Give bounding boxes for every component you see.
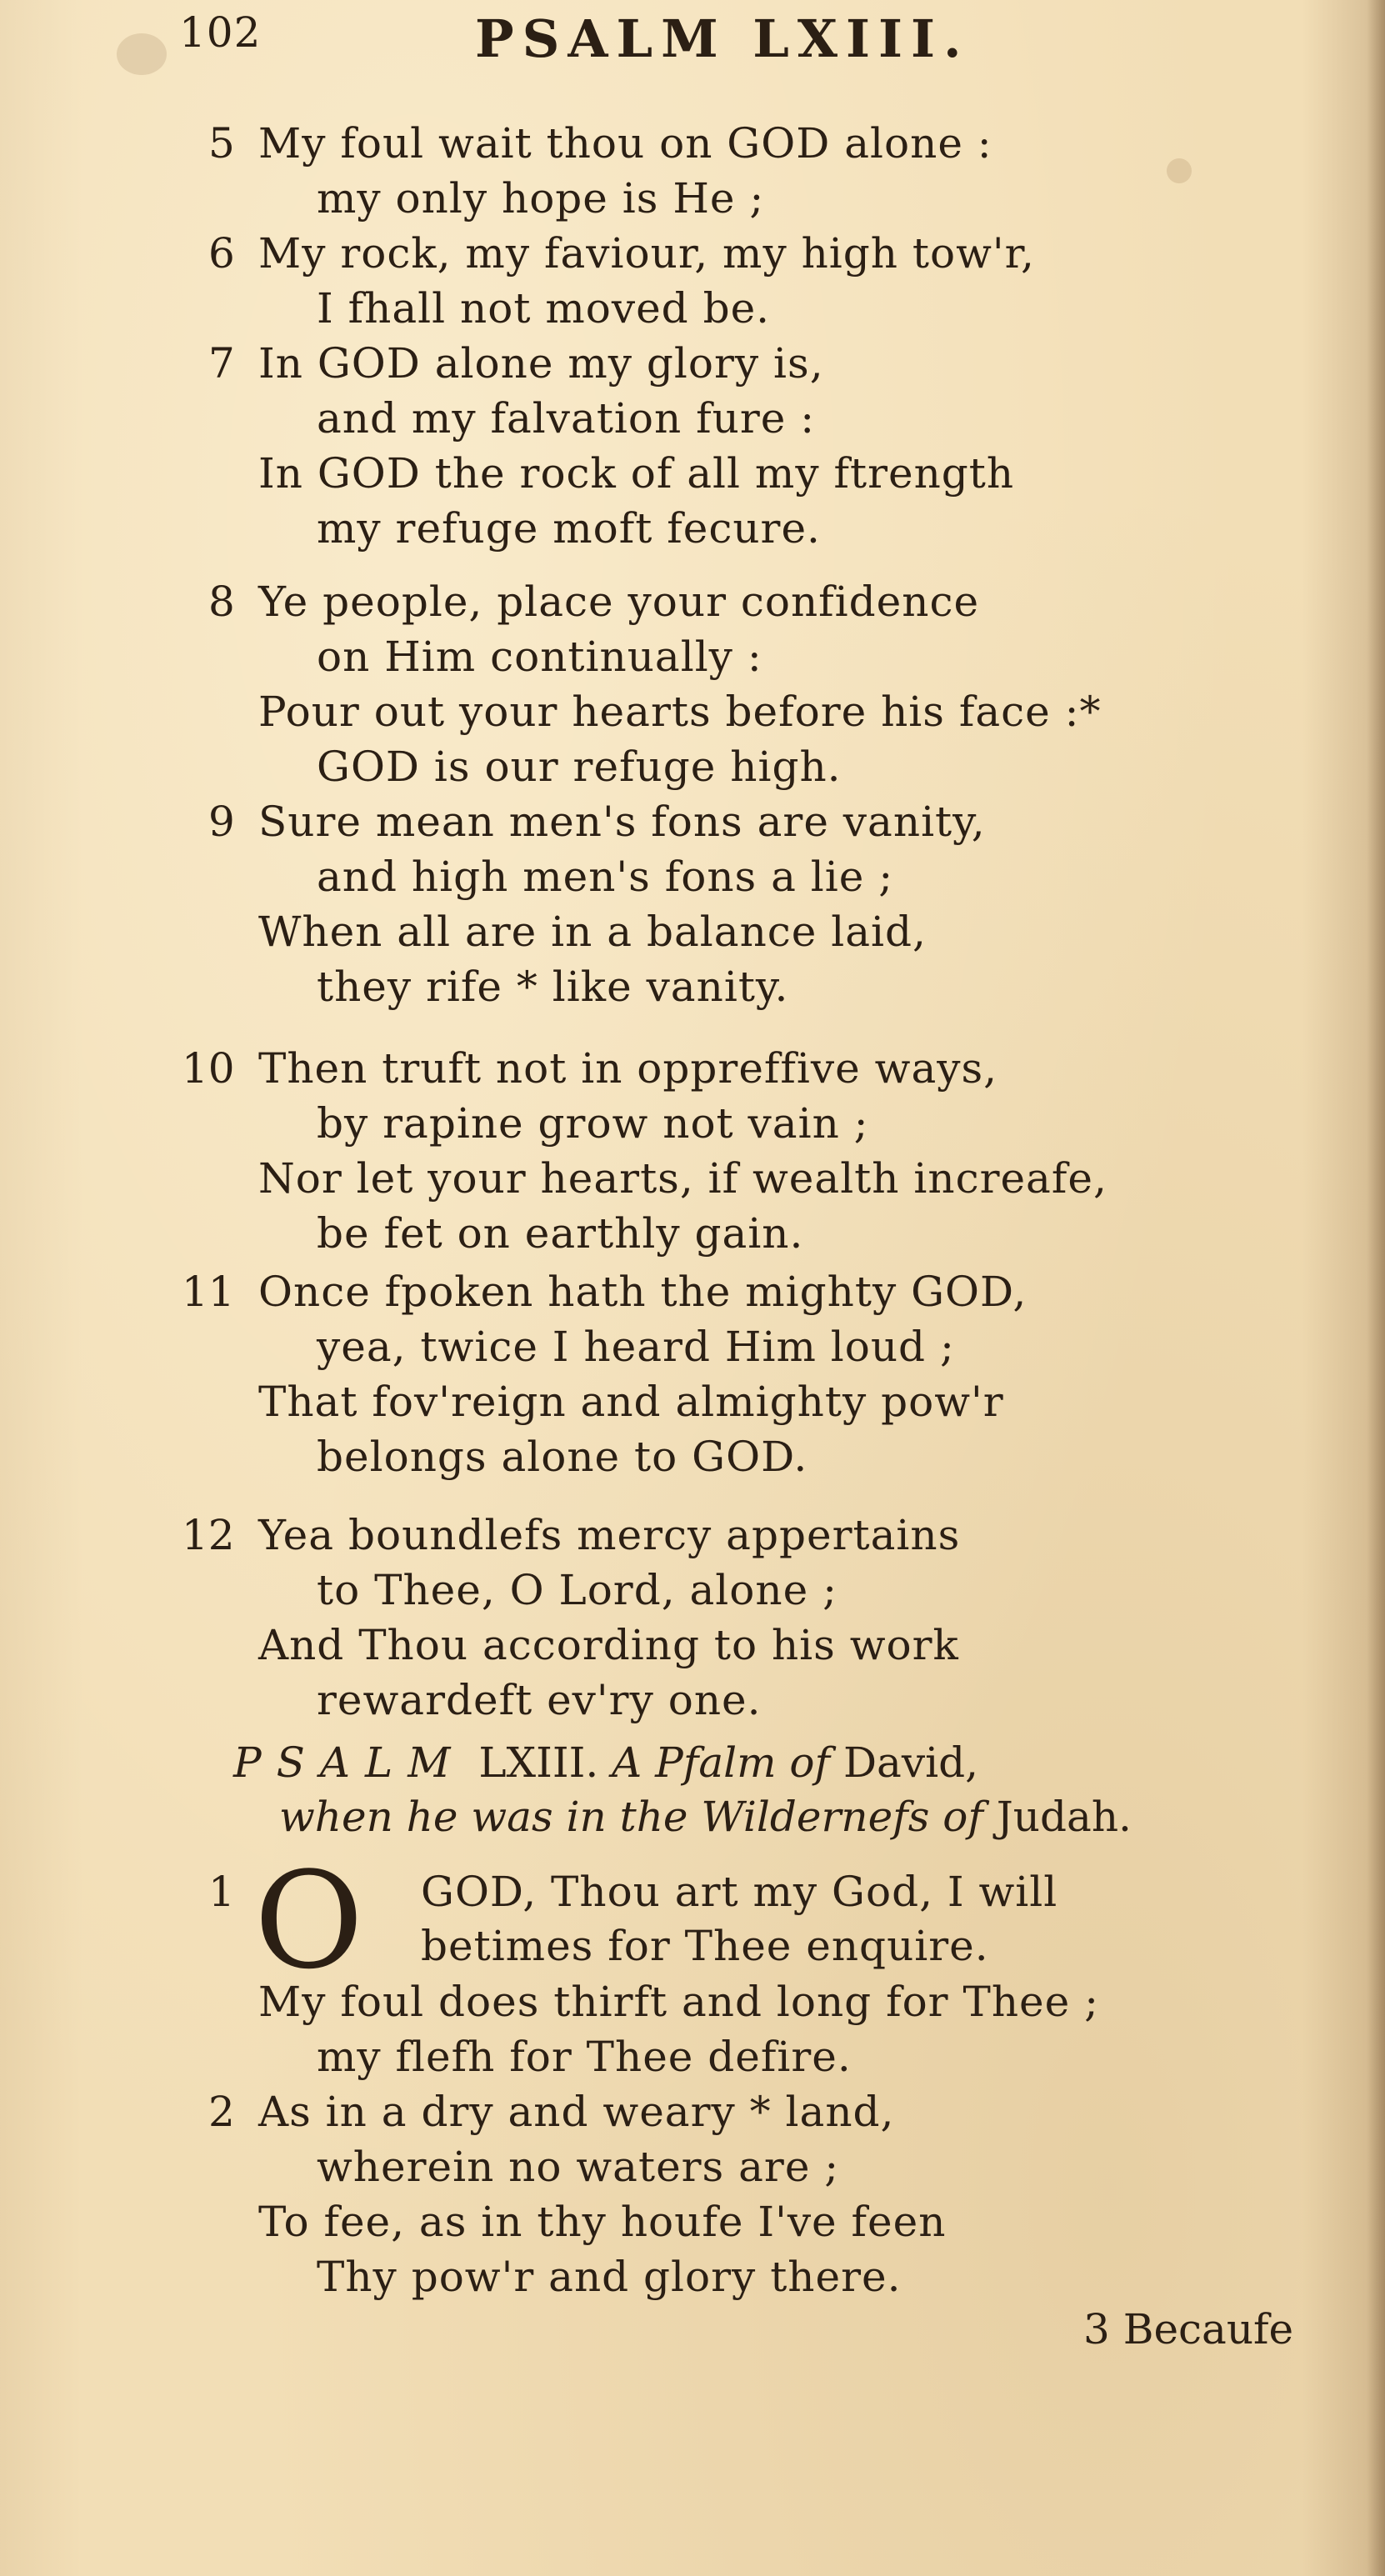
verse-line: To fee, as in thy houfe I've feen [258, 2198, 947, 2246]
verse-line: Once fpoken hath the mighty GOD, [258, 1268, 1028, 1316]
psalm-subtitle-name: Judah. [996, 1793, 1132, 1841]
verse-line: Pour out your hearts before his face :* [258, 688, 1102, 736]
verse-number: 7 [208, 339, 235, 388]
verse-number: 2 [208, 2088, 235, 2136]
verse-number: 5 [208, 119, 235, 168]
psalm-title-line-1 [233, 1738, 978, 1788]
verse-line: be fet on earthly gain. [317, 1209, 804, 1258]
verse-line: Sure mean men's fons are vanity, [258, 798, 986, 846]
page-header [0, 8, 1385, 67]
verse-line: and high men's fons a lie ; [317, 853, 894, 901]
verse-line: Then truft not in oppreffive ways, [258, 1044, 998, 1093]
verse-line: Thy pow'r and glory there. [317, 2253, 902, 2301]
verse-line: And Thou according to his work [258, 1621, 959, 1669]
page-edge-shadow [1367, 0, 1385, 2576]
verse-number: 10 [182, 1044, 235, 1093]
verse-line: GOD is our refuge high. [317, 743, 842, 791]
verse-line: betimes for Thee enquire. [421, 1922, 989, 1970]
verse-line: my only hope is He ; [317, 174, 765, 223]
verse-line: Ye people, place your confidence [258, 578, 980, 626]
verse-number: 9 [208, 798, 235, 846]
verse-line: my flefh for Thee defire. [317, 2033, 852, 2081]
verse-number: 12 [182, 1511, 235, 1559]
verse-line: they rife * like vanity. [317, 963, 789, 1011]
psalm-title-number: LXIII. [478, 1738, 599, 1787]
psalm-subtitle-italic: when he was in the Wildernefs of [279, 1793, 983, 1841]
verse-line: My foul wait thou on GOD alone : [258, 119, 992, 168]
psalm-title-word: PSALM [233, 1738, 466, 1787]
page-number: 102 [179, 8, 262, 57]
verse-line: my refuge moft fecure. [317, 504, 821, 553]
drop-cap-letter: O [254, 1843, 364, 1998]
running-head: PSALM LXIII. [475, 8, 970, 69]
verse-line: on Him continually : [317, 633, 762, 681]
verse-line: by rapine grow not vain ; [317, 1099, 869, 1148]
verse-line: In GOD the rock of all my ftrength [258, 449, 1015, 498]
verse-line: I fhall not moved be. [317, 284, 771, 333]
verse-line: In GOD alone my glory is, [258, 339, 824, 388]
verse-line: My rock, my faviour, my high tow'r, [258, 229, 1035, 278]
verse-line: My foul does thirft and long for Thee ; [258, 1978, 1099, 2026]
verse-line: Yea boundlefs mercy appertains [258, 1511, 961, 1559]
verse-line: GOD, Thou art my God, I will [421, 1868, 1058, 1916]
verse-number: 8 [208, 578, 235, 626]
verse-line: wherein no waters are ; [317, 2143, 840, 2191]
verse-line: and my falvation fure : [317, 394, 816, 443]
verse-line: That fov'reign and almighty pow'r [258, 1378, 1004, 1426]
psalm-title-name: David, [842, 1738, 978, 1787]
catchword: 3 Becaufe [1083, 2305, 1294, 2353]
verse-number: 1 [208, 1868, 235, 1916]
verse-line: yea, twice I heard Him loud ; [317, 1323, 955, 1371]
verse-line: rewardeft ev'ry one. [317, 1676, 762, 1724]
verse-line: to Thee, O Lord, alone ; [317, 1566, 838, 1614]
psalm-title-italic: A Pfalm of [612, 1738, 831, 1787]
verse-line: Nor let your hearts, if wealth increafe, [258, 1154, 1108, 1203]
psalm-title-line-2 [279, 1792, 1132, 1842]
verse-number: 11 [182, 1268, 235, 1316]
verse-line: As in a dry and weary * land, [258, 2088, 895, 2136]
verse-number: 6 [208, 229, 235, 278]
verse-line: belongs alone to GOD. [317, 1433, 808, 1481]
verse-line: When all are in a balance laid, [258, 908, 927, 956]
paper-stain [1167, 158, 1192, 183]
